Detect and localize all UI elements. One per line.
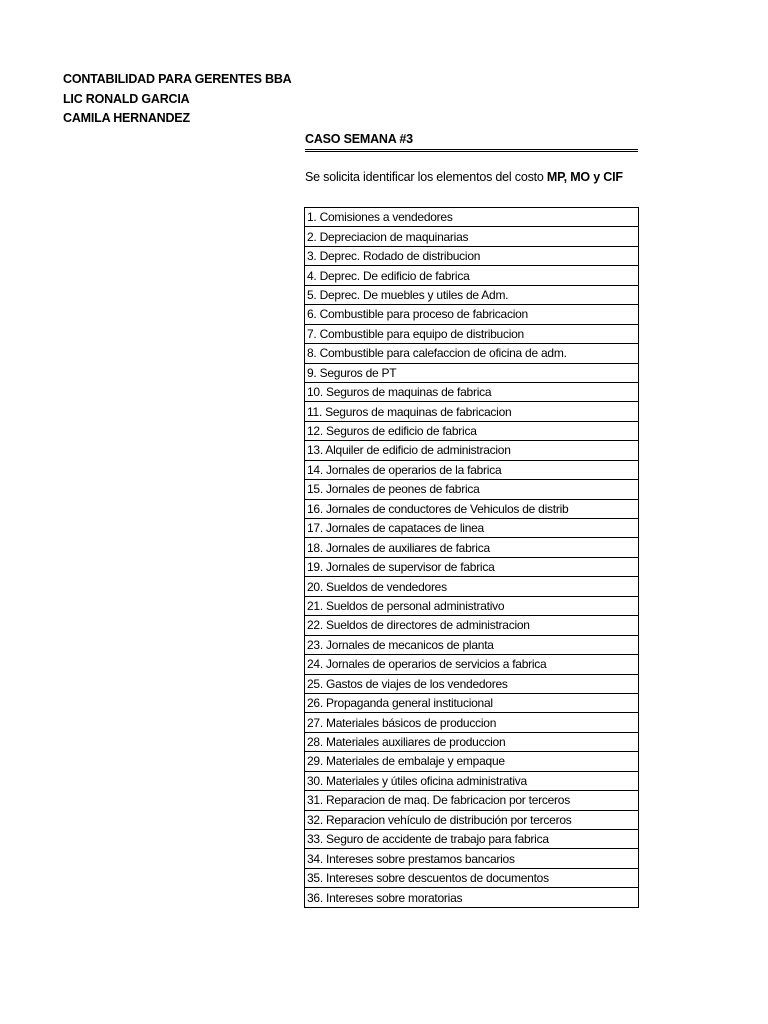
table-row xyxy=(305,227,639,246)
cost-item-cell: 25. Gastos de viajes de los vendedores xyxy=(305,674,639,693)
cost-item-cell: 13. Alquiler de edificio de administracion xyxy=(305,441,639,460)
cost-item-cell: 19. Jornales de supervisor de fabrica xyxy=(305,557,639,576)
cost-item-cell: 1. Comisiones a vendedores xyxy=(305,208,639,227)
cost-item-cell: 9. Seguros de PT xyxy=(305,363,639,382)
student-name: CAMILA HERNANDEZ xyxy=(63,111,190,125)
table-row xyxy=(305,460,639,479)
table-row xyxy=(305,519,639,538)
cost-item-cell: 34. Intereses sobre prestamos bancarios xyxy=(305,849,639,868)
table-row xyxy=(305,382,639,401)
table-row xyxy=(305,830,639,849)
cost-item-cell: 20. Sueldos de vendedores xyxy=(305,577,639,596)
cost-item-cell: 18. Jornales de auxiliares de fabrica xyxy=(305,538,639,557)
table-row xyxy=(305,732,639,751)
table-row xyxy=(305,713,639,732)
cost-item-cell: 22. Sueldos de directores de administracion xyxy=(305,616,639,635)
cost-items-body xyxy=(305,208,639,908)
table-row xyxy=(305,363,639,382)
cost-item-cell: 23. Jornales de mecanicos de planta xyxy=(305,635,639,654)
cost-item-cell: 28. Materiales auxiliares de produccion xyxy=(305,732,639,751)
table-row xyxy=(305,693,639,712)
cost-item-cell: 14. Jornales de operarios de la fabrica xyxy=(305,460,639,479)
cost-item-cell: 31. Reparacion de maq. De fabricacion por terceros xyxy=(305,791,639,810)
table-row xyxy=(305,499,639,518)
cost-item-cell: 3. Deprec. Rodado de distribucion xyxy=(305,246,639,265)
table-row xyxy=(305,635,639,654)
cost-item-cell: 29. Materiales de embalaje y empaque xyxy=(305,752,639,771)
table-row xyxy=(305,577,639,596)
table-row xyxy=(305,771,639,790)
document-header xyxy=(63,70,292,129)
table-row xyxy=(305,266,639,285)
cost-item-cell: 36. Intereses sobre moratorias xyxy=(305,888,639,907)
course-title: CONTABILIDAD PARA GERENTES BBA xyxy=(63,72,292,86)
table-row xyxy=(305,538,639,557)
instruction-bold: MP, MO y CIF xyxy=(546,170,623,184)
cost-items-table xyxy=(304,207,639,908)
table-row xyxy=(305,421,639,440)
cost-item-cell: 16. Jornales de conductores de Vehiculos de distrib xyxy=(305,499,639,518)
table-row xyxy=(305,868,639,887)
table-row xyxy=(305,674,639,693)
table-row xyxy=(305,557,639,576)
table-row xyxy=(305,616,639,635)
case-title: CASO SEMANA #3 xyxy=(305,131,638,152)
cost-item-cell: 5. Deprec. De muebles y utiles de Adm. xyxy=(305,285,639,304)
table-row xyxy=(305,752,639,771)
cost-item-cell: 32. Reparacion vehículo de distribución por terceros xyxy=(305,810,639,829)
table-row xyxy=(305,655,639,674)
table-row xyxy=(305,208,639,227)
cost-item-cell: 8. Combustible para calefaccion de oficina de adm. xyxy=(305,344,639,363)
table-row xyxy=(305,810,639,829)
cost-item-cell: 12. Seguros de edificio de fabrica xyxy=(305,421,639,440)
table-row xyxy=(305,441,639,460)
cost-item-cell: 2. Depreciacion de maquinarias xyxy=(305,227,639,246)
cost-item-cell: 21. Sueldos de personal administrativo xyxy=(305,596,639,615)
cost-item-cell: 17. Jornales de capataces de linea xyxy=(305,519,639,538)
cost-item-cell: 30. Materiales y útiles oficina administrativa xyxy=(305,771,639,790)
table-row xyxy=(305,888,639,907)
table-row xyxy=(305,344,639,363)
instruction-text xyxy=(305,169,623,186)
cost-item-cell: 26. Propaganda general institucional xyxy=(305,693,639,712)
cost-item-cell: 35. Intereses sobre descuentos de documentos xyxy=(305,868,639,887)
cost-item-cell: 15. Jornales de peones de fabrica xyxy=(305,480,639,499)
cost-item-cell: 7. Combustible para equipo de distribucion xyxy=(305,324,639,343)
instructor-name: LIC RONALD GARCIA xyxy=(63,91,190,106)
cost-item-cell: 27. Materiales básicos de produccion xyxy=(305,713,639,732)
table-row xyxy=(305,480,639,499)
cost-item-cell: 11. Seguros de maquinas de fabricacion xyxy=(305,402,639,421)
table-row xyxy=(305,791,639,810)
cost-item-cell: 6. Combustible para proceso de fabricacion xyxy=(305,305,639,324)
instruction-plain: Se solicita identificar los elementos del costo xyxy=(305,170,547,184)
table-row xyxy=(305,402,639,421)
cost-item-cell: 33. Seguro de accidente de trabajo para fabrica xyxy=(305,830,639,849)
cost-item-cell: 4. Deprec. De edificio de fabrica xyxy=(305,266,639,285)
table-row xyxy=(305,596,639,615)
table-row xyxy=(305,246,639,265)
table-row xyxy=(305,324,639,343)
table-row xyxy=(305,285,639,304)
cost-item-cell: 10. Seguros de maquinas de fabrica xyxy=(305,382,639,401)
table-row xyxy=(305,305,639,324)
cost-item-cell: 24. Jornales de operarios de servicios a fabrica xyxy=(305,655,639,674)
table-row xyxy=(305,849,639,868)
